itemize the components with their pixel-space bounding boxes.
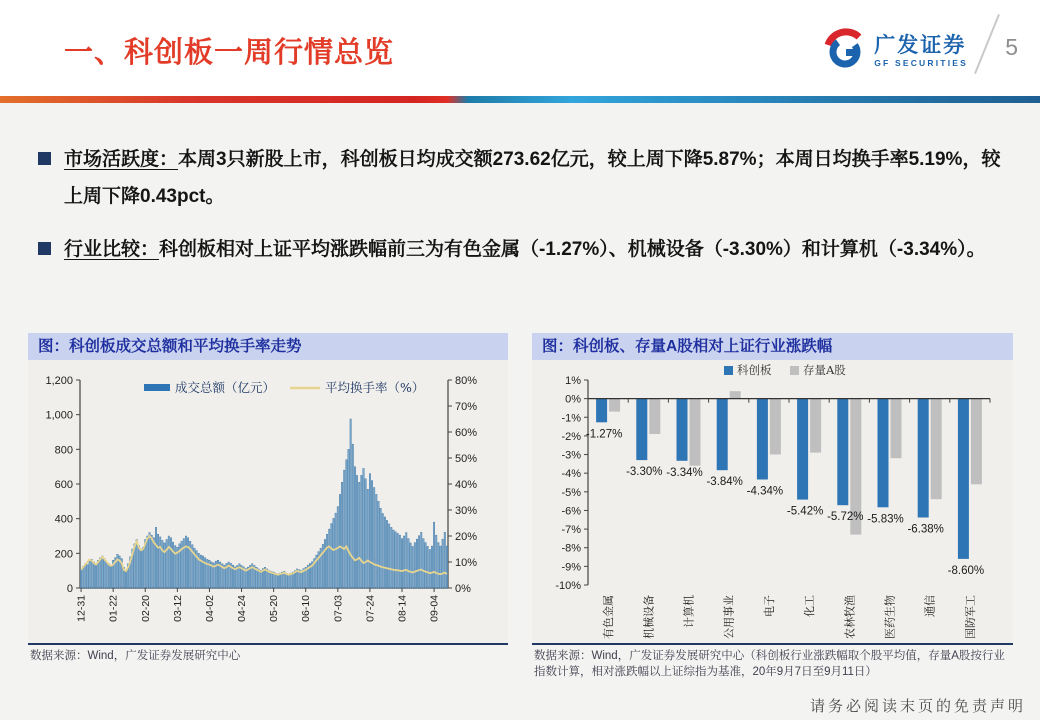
svg-text:80%: 80%	[455, 375, 478, 387]
svg-text:化工: 化工	[803, 595, 817, 617]
svg-text:农林牧渔: 农林牧渔	[843, 595, 857, 639]
svg-text:04-02: 04-02	[203, 595, 216, 622]
svg-text:-10%: -10%	[555, 580, 581, 592]
page-title: 一、科创板一周行情总览	[64, 37, 395, 69]
svg-text:07-03: 07-03	[332, 595, 345, 622]
svg-text:06-10: 06-10	[300, 595, 313, 622]
svg-text:400: 400	[54, 513, 73, 526]
bullet-label: 行业比较：	[64, 239, 160, 261]
svg-text:-1.27%: -1.27%	[585, 428, 623, 441]
svg-text:10%: 10%	[455, 557, 478, 569]
svg-text:-6%: -6%	[561, 505, 581, 518]
left-chart-source: 数据来源：Wind，广发证券发展研究中心	[28, 643, 508, 667]
svg-text:-8.60%: -8.60%	[947, 564, 985, 577]
svg-text:1,200: 1,200	[45, 375, 73, 387]
disclaimer-footer: 请务必阅读末页的免责声明	[809, 697, 1026, 715]
svg-text:公用事业: 公用事业	[722, 595, 736, 639]
svg-text:-5%: -5%	[561, 486, 581, 499]
svg-text:1%: 1%	[565, 375, 581, 387]
svg-text:20%: 20%	[455, 531, 478, 543]
svg-text:70%: 70%	[455, 401, 478, 413]
bullet-body: 本周3只新股上市，科创板日均成交额273.62亿元，较上周下降5.87%；本周日均换手率5.19%，较上周下降0.43pct。	[64, 149, 1001, 208]
gradient-divider	[0, 96, 1040, 103]
svg-text:-3%: -3%	[561, 449, 581, 462]
right-chart-source: 数据来源：Wind，广发证券发展研究中心（科创板行业涨跌幅取个股平均值，存量A股按行业指数计算，相对涨跌幅以上证综指为基准，20年9月7日至9月11日）	[532, 643, 1013, 682]
bullet-square-icon	[38, 242, 51, 255]
svg-text:08-14: 08-14	[396, 595, 409, 622]
page-number: 5	[1005, 34, 1018, 60]
svg-text:-6.38%: -6.38%	[907, 523, 944, 536]
svg-text:0%: 0%	[565, 393, 581, 406]
diagonal-divider	[974, 14, 1000, 74]
svg-text:存量A股: 存量A股	[803, 363, 846, 377]
svg-text:-3.34%: -3.34%	[666, 466, 703, 479]
svg-text:40%: 40%	[455, 479, 478, 491]
svg-text:1,000: 1,000	[45, 409, 73, 422]
svg-text:-2%: -2%	[561, 430, 581, 443]
svg-text:-4%: -4%	[561, 468, 581, 481]
industry-change-panel	[532, 333, 1013, 682]
gf-logo-icon	[824, 28, 866, 75]
svg-text:12-31: 12-31	[75, 595, 88, 622]
bullet-text	[64, 141, 1003, 215]
svg-text:-3.84%: -3.84%	[706, 476, 743, 489]
svg-text:成交总额（亿元）: 成交总额（亿元）	[175, 380, 276, 395]
logo-text	[874, 35, 968, 68]
svg-text:-3.30%: -3.30%	[626, 466, 663, 479]
svg-text:-8%: -8%	[561, 542, 581, 555]
left-chart-title: 图：科创板成交总额和平均换手率走势	[28, 333, 508, 360]
svg-text:平均换手率（%）: 平均换手率（%）	[325, 380, 425, 395]
svg-text:60%: 60%	[455, 427, 478, 439]
svg-text:50%: 50%	[455, 453, 478, 465]
bullet-market-activity	[38, 141, 1003, 215]
svg-text:09-04: 09-04	[428, 595, 441, 622]
svg-text:0: 0	[66, 583, 73, 595]
svg-text:0%: 0%	[455, 583, 471, 595]
svg-text:600: 600	[54, 479, 73, 491]
svg-text:有色金属: 有色金属	[602, 595, 616, 639]
summary-bullets	[38, 141, 1003, 284]
svg-text:计算机: 计算机	[682, 595, 696, 628]
svg-text:01-22: 01-22	[107, 595, 120, 622]
svg-text:200: 200	[54, 548, 73, 561]
svg-text:05-20: 05-20	[268, 595, 281, 622]
svg-text:04-24: 04-24	[236, 595, 248, 622]
slide-content	[0, 103, 1040, 720]
svg-text:-1%: -1%	[561, 412, 581, 425]
svg-text:通信: 通信	[923, 595, 937, 617]
logo-text-en: GF SECURITIES	[874, 58, 968, 69]
svg-text:电子: 电子	[762, 595, 776, 617]
bullet-industry-comparison	[38, 231, 1003, 268]
svg-text:国防军工: 国防军工	[963, 595, 977, 639]
industry-change-chart	[532, 360, 1013, 643]
svg-text:-5.42%: -5.42%	[786, 505, 824, 518]
svg-text:-4.34%: -4.34%	[746, 485, 784, 498]
bullet-square-icon	[38, 152, 51, 165]
logo-text-cn: 广发证券	[874, 34, 967, 58]
bullet-label: 市场活跃度：	[64, 149, 179, 170]
right-chart-title: 图：科创板、存量A股相对上证行业涨跌幅	[532, 333, 1013, 360]
svg-text:07-24: 07-24	[364, 595, 377, 622]
svg-text:-5.83%: -5.83%	[867, 513, 904, 526]
volume-turnover-chart	[28, 360, 508, 643]
bullet-body: 科创板相对上证平均涨跌幅前三为有色金属（-1.27%）、机械设备（-3.30%）和计算机（-3.34%）。	[159, 239, 986, 261]
svg-text:医药生物: 医药生物	[883, 595, 897, 639]
svg-text:科创板: 科创板	[737, 363, 772, 377]
svg-text:机械设备: 机械设备	[642, 595, 656, 639]
volume-turnover-panel	[28, 333, 508, 667]
company-logo	[824, 28, 968, 75]
svg-text:-7%: -7%	[561, 524, 581, 537]
bullet-text	[64, 231, 986, 268]
svg-text:-5.72%: -5.72%	[827, 511, 864, 524]
slide-header	[0, 0, 1040, 95]
svg-text:800: 800	[54, 444, 73, 457]
svg-text:-9%: -9%	[561, 561, 581, 574]
svg-text:02-20: 02-20	[139, 595, 152, 622]
svg-text:30%: 30%	[455, 505, 478, 517]
svg-text:03-12: 03-12	[171, 595, 184, 622]
